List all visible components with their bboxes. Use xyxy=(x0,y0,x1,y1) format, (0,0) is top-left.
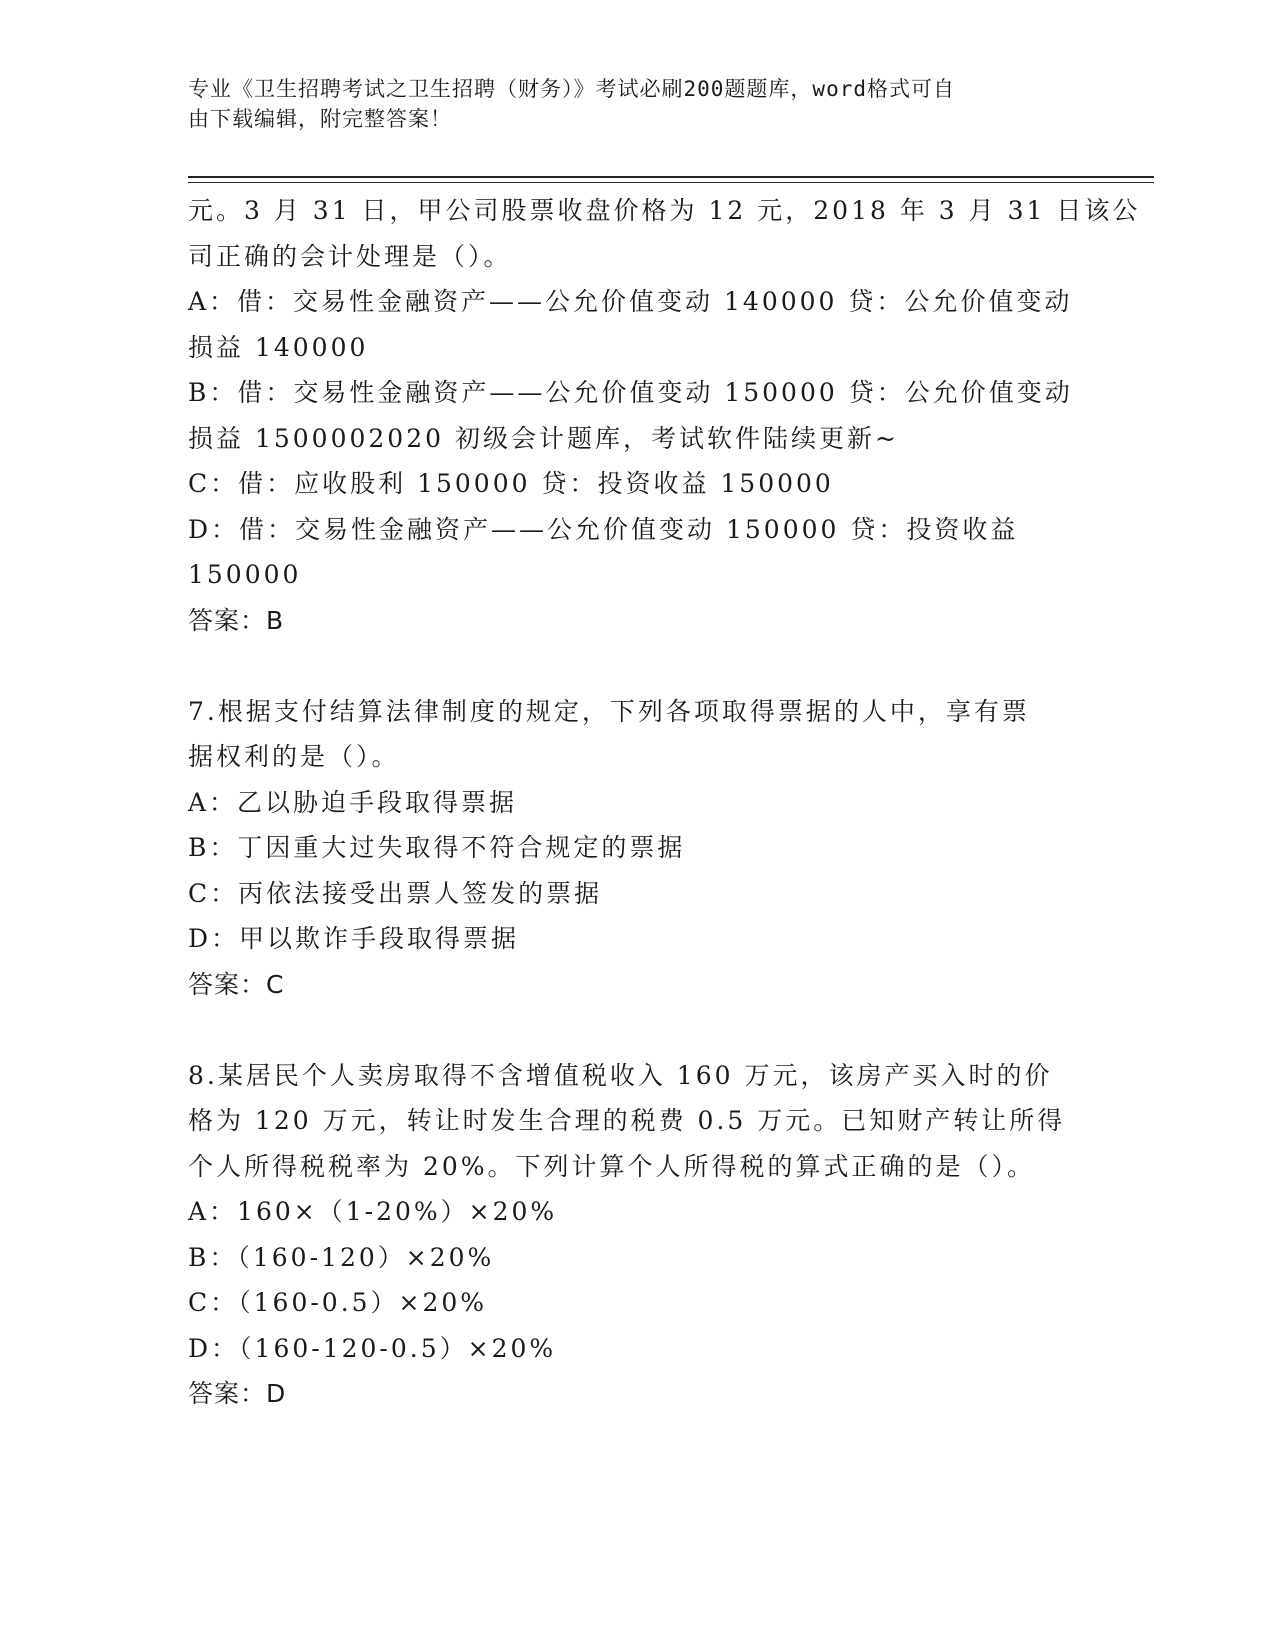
option-line: 150000 xyxy=(188,560,302,589)
question-6 xyxy=(188,188,1141,643)
question-8-stem-line-1: 8.某居民个人卖房取得不含增值税收入 160 万元，该房产买入时的价 xyxy=(188,1060,1053,1090)
header-line-1: 专业《卫生招聘考试之卫生招聘（财务）》考试必刷200题题库，word格式可自 xyxy=(188,77,955,101)
question-8-option-d: D：（160-120-0.5）×20% xyxy=(188,1333,557,1363)
question-7-option-a: A：乙以胁迫手段取得票据 xyxy=(188,787,518,817)
question-6-option-c xyxy=(188,461,1088,507)
question-6-answer: 答案：B xyxy=(188,605,285,635)
question-7-stem-line-1: 7.根据支付结算法律制度的规定，下列各项取得票据的人中，享有票 xyxy=(188,696,1030,726)
question-8-option-c: C：（160-0.5）×20% xyxy=(188,1288,488,1317)
option-line: D：借：交易性金融资产——公允价值变动 150000 贷：投资收益 xyxy=(188,514,1019,544)
header-line-2: 由下载编辑，附完整答案！ xyxy=(188,107,452,131)
question-7-option-c: C：丙依法接受出票人签发的票据 xyxy=(188,878,603,908)
header-divider-thick xyxy=(188,176,1154,178)
option-line: C：借：应收股利 150000 贷：投资收益 150000 xyxy=(188,469,834,498)
option-line: 损益 140000 xyxy=(188,332,369,362)
spacer xyxy=(188,1007,1088,1053)
option-line: 损益 1500002020 初级会计题库，考试软件陆续更新~ xyxy=(188,423,899,453)
question-7-stem-line-2: 据权利的是（）。 xyxy=(188,742,400,771)
spacer xyxy=(188,643,1088,689)
question-8-option-a: A：160×（1-20%）×20% xyxy=(188,1197,558,1226)
question-6-option-a xyxy=(188,279,1088,370)
question-6-stem-line-2: 司正确的会计处理是（）。 xyxy=(188,241,512,271)
question-8 xyxy=(188,1053,1088,1417)
document-body xyxy=(188,188,1141,1417)
question-8-stem-line-2: 格为 120 万元，转让时发生合理的税费 0.5 万元。已知财产转让所得 xyxy=(188,1106,1066,1135)
header-divider-thin xyxy=(188,182,1154,183)
question-7-option-d: D：甲以欺诈手段取得票据 xyxy=(188,924,520,953)
option-line: B：借：交易性金融资产——公允价值变动 150000 贷：公允价值变动 xyxy=(188,378,1073,407)
question-8-stem-line-3: 个人所得税税率为 20%。下列计算个人所得税的算式正确的是（）。 xyxy=(188,1151,1036,1181)
question-6-option-d xyxy=(188,507,1088,598)
question-6-stem-line-1: 元。3 月 31 日，甲公司股票收盘价格为 12 元，2018 年 3 月 31 日该公 xyxy=(188,196,1141,225)
question-7-option-b: B：丁因重大过失取得不符合规定的票据 xyxy=(188,833,686,862)
option-line: A：借：交易性金融资产——公允价值变动 140000 贷：公允价值变动 xyxy=(188,287,1073,316)
question-7-answer: 答案：C xyxy=(188,969,285,999)
question-8-option-b: B：（160-120）×20% xyxy=(188,1242,495,1272)
question-8-answer: 答案：D xyxy=(188,1379,287,1408)
question-7 xyxy=(188,689,1088,1008)
document-header xyxy=(188,74,1068,134)
question-6-option-b xyxy=(188,370,1088,461)
